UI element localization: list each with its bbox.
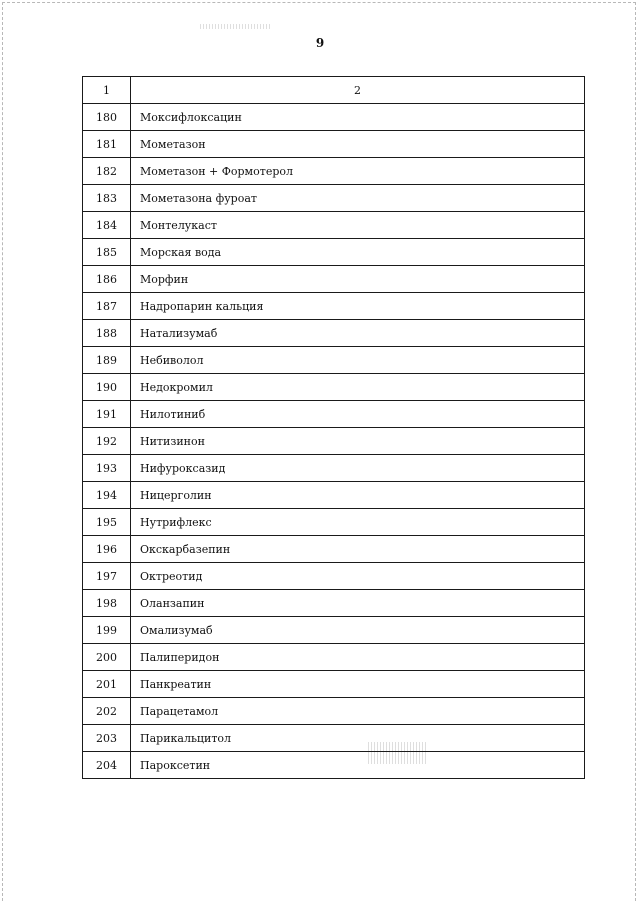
drug-name: Натализумаб: [131, 320, 585, 347]
column-header-number: 1: [83, 77, 131, 104]
drug-name: Омализумаб: [131, 617, 585, 644]
table-row: [83, 212, 585, 239]
drug-name: Моксифлоксацин: [131, 104, 585, 131]
table-row: [83, 401, 585, 428]
drug-name: Мометазон + Формотерол: [131, 158, 585, 185]
drug-name: Монтелукаст: [131, 212, 585, 239]
row-number: 180: [83, 104, 131, 131]
row-number: 190: [83, 374, 131, 401]
table-row: [83, 428, 585, 455]
drug-name: Палиперидон: [131, 644, 585, 671]
row-number: 193: [83, 455, 131, 482]
table-row: [83, 320, 585, 347]
drug-name: Недокромил: [131, 374, 585, 401]
row-number: 201: [83, 671, 131, 698]
drug-name: Нитизинон: [131, 428, 585, 455]
table-row: [83, 617, 585, 644]
row-number: 198: [83, 590, 131, 617]
row-number: 194: [83, 482, 131, 509]
drug-name: Панкреатин: [131, 671, 585, 698]
table-row: [83, 482, 585, 509]
drug-name: Нутрифлекс: [131, 509, 585, 536]
table-row: [83, 104, 585, 131]
row-number: 187: [83, 293, 131, 320]
row-number: 199: [83, 617, 131, 644]
row-number: 196: [83, 536, 131, 563]
drug-name: Окскарбазепин: [131, 536, 585, 563]
table-row: [83, 266, 585, 293]
column-header-name: 2: [131, 77, 585, 104]
row-number: 203: [83, 725, 131, 752]
drug-name: Пароксетин: [131, 752, 585, 779]
table-row: [83, 536, 585, 563]
table-row: [83, 671, 585, 698]
drug-table: [82, 76, 585, 779]
table-row: [83, 158, 585, 185]
drug-name: Мометазон: [131, 131, 585, 158]
table-row: [83, 509, 585, 536]
drug-name: Парикальцитол: [131, 725, 585, 752]
table-row: [83, 347, 585, 374]
table-row: [83, 698, 585, 725]
row-number: 204: [83, 752, 131, 779]
row-number: 189: [83, 347, 131, 374]
table-row: [83, 455, 585, 482]
row-number: 195: [83, 509, 131, 536]
drug-name: Мометазона фуроат: [131, 185, 585, 212]
drug-name: Октреотид: [131, 563, 585, 590]
table-row: [83, 239, 585, 266]
row-number: 192: [83, 428, 131, 455]
table-row: [83, 374, 585, 401]
table-row: [83, 185, 585, 212]
drug-name: Оланзапин: [131, 590, 585, 617]
table-row: [83, 752, 585, 779]
drug-name: Надропарин кальция: [131, 293, 585, 320]
drug-name: Парацетамол: [131, 698, 585, 725]
drug-name: Ницерголин: [131, 482, 585, 509]
row-number: 200: [83, 644, 131, 671]
table-row: [83, 131, 585, 158]
row-number: 184: [83, 212, 131, 239]
row-number: 202: [83, 698, 131, 725]
row-number: 197: [83, 563, 131, 590]
drug-name: Морфин: [131, 266, 585, 293]
drug-name: Нилотиниб: [131, 401, 585, 428]
row-number: 181: [83, 131, 131, 158]
row-number: 191: [83, 401, 131, 428]
scan-artifact: [200, 24, 270, 29]
row-number: 185: [83, 239, 131, 266]
table-header-row: [83, 77, 585, 104]
row-number: 183: [83, 185, 131, 212]
drug-name: Нифуроксазид: [131, 455, 585, 482]
row-number: 188: [83, 320, 131, 347]
page-number: 9: [315, 36, 325, 50]
table-row: [83, 563, 585, 590]
table-row: [83, 293, 585, 320]
table-row: [83, 725, 585, 752]
table-row: [83, 590, 585, 617]
drug-name: Небиволол: [131, 347, 585, 374]
row-number: 186: [83, 266, 131, 293]
table-row: [83, 644, 585, 671]
drug-name: Морская вода: [131, 239, 585, 266]
row-number: 182: [83, 158, 131, 185]
